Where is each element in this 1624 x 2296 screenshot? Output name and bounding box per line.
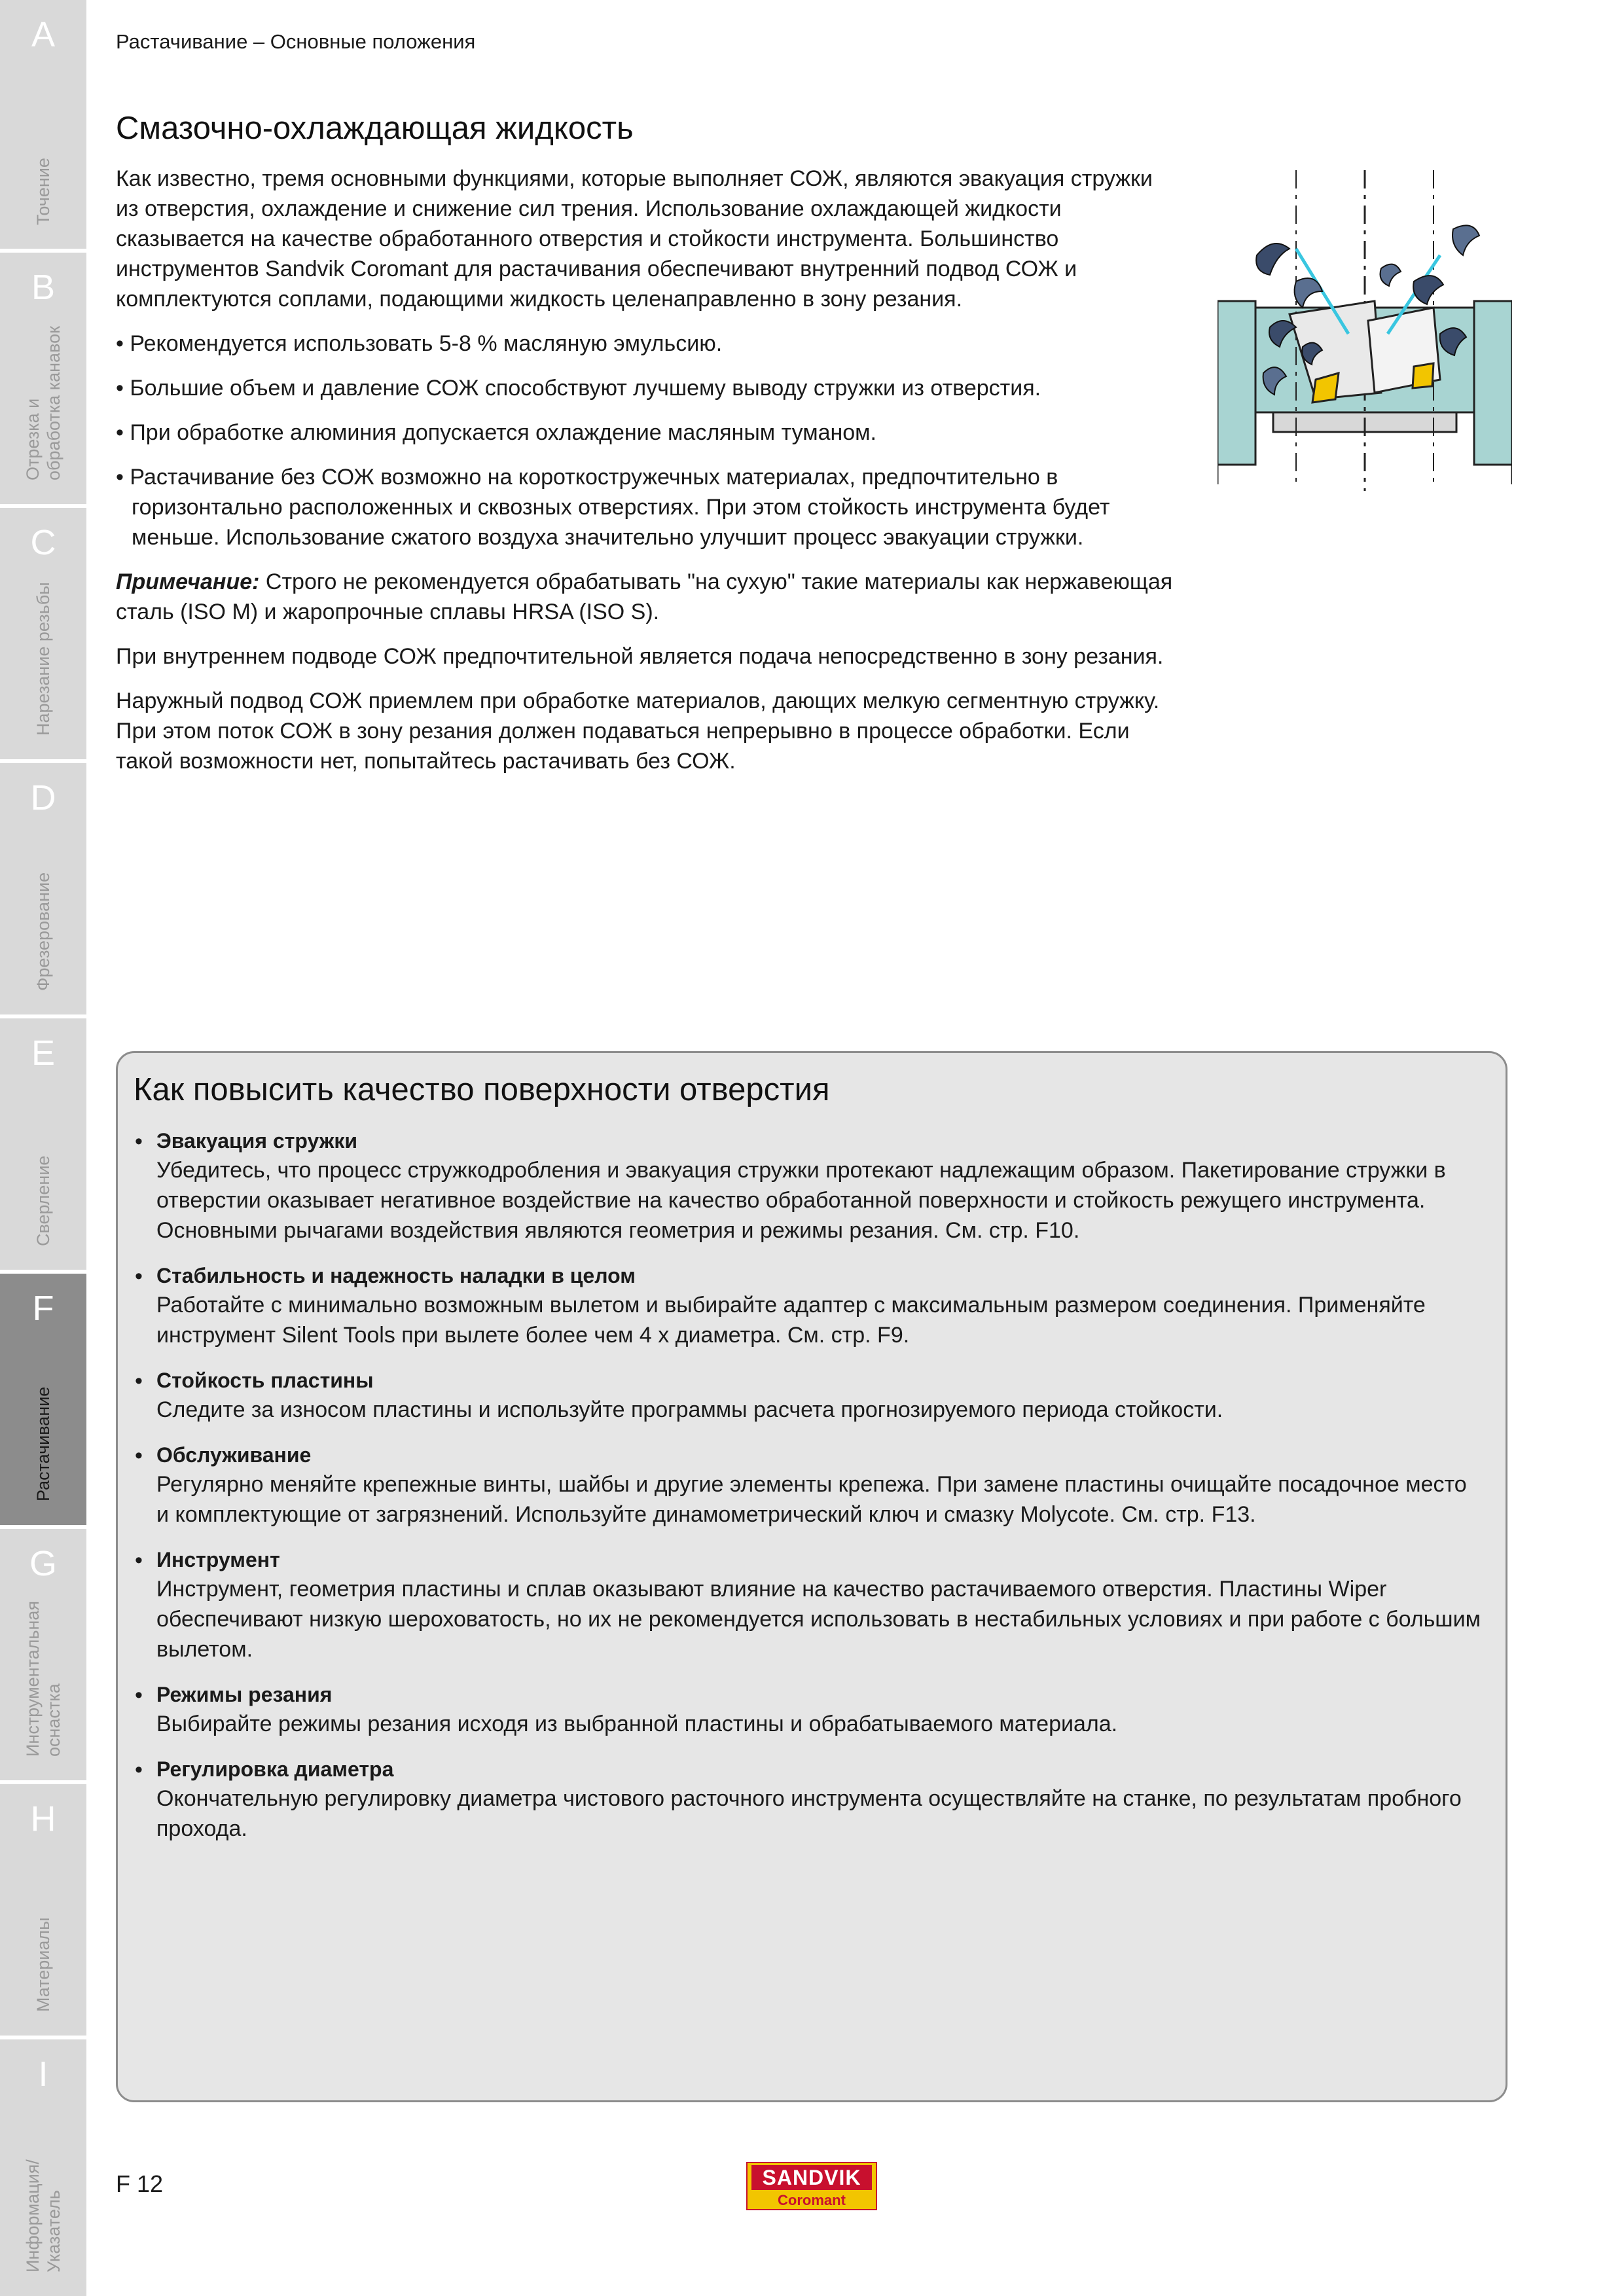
tab-letter: A xyxy=(31,15,56,54)
tip-heading: • Регулировка диаметра xyxy=(156,1757,394,1781)
tab-letter: C xyxy=(30,523,56,562)
tip-item xyxy=(134,1366,1482,1425)
tab-f-boring[interactable] xyxy=(0,1274,86,1529)
tip-item xyxy=(134,1441,1482,1530)
tip-text: Следите за износом пластины и используйте программы расчета прогнозируемого периода стойкости. xyxy=(156,1397,1223,1422)
page-number: F 12 xyxy=(116,2170,164,2197)
tip-heading: • Инструмент xyxy=(156,1548,280,1571)
logo-brand: SANDVIK xyxy=(751,2165,872,2190)
tab-label: Отрезка и обработка канавок xyxy=(23,326,63,480)
external-coolant-paragraph: Наружный подвод СОЖ приемлем при обработке материалов, дающих мелкую сегментную стружку. При этом поток СОЖ в зону резания должен подаваться непрерывно в процессе обработки. Если такой возможности нет, попытайтесь растачивать без СОЖ. xyxy=(116,689,1160,774)
tab-g-tool-holding[interactable] xyxy=(0,1529,86,1784)
tab-d-milling[interactable] xyxy=(0,763,86,1018)
tip-heading: • Обслуживание xyxy=(156,1443,312,1467)
tips-title: Как повысить качество поверхности отверстия xyxy=(134,1072,830,1107)
list-item: • Рекомендуется использовать 5-8 % масляную эмульсию. xyxy=(116,329,1176,359)
section-title: Смазочно-охлаждающая жидкость xyxy=(116,111,634,146)
boring-bar-coolant-icon xyxy=(1218,170,1512,491)
tip-text: Окончательную регулировку диаметра чистового расточного инструмента осуществляйте на станке, по результатам пробного прохода. xyxy=(156,1786,1462,1841)
tab-letter: B xyxy=(31,268,56,307)
tips-panel xyxy=(116,1051,1507,2102)
tab-letter: D xyxy=(30,778,56,817)
tip-heading: • Эвакуация стружки xyxy=(156,1129,358,1153)
list-item: • Растачивание без СОЖ возможно на короткостружечных материалах, предпочтительно в горизонтально расположенных и сквозных отверстиях. При этом стойкость инструмента будет меньше. Использование сжатого воздуха значительно улучшит процесс эвакуации стружки. xyxy=(116,462,1176,552)
tab-label: Сверление xyxy=(33,1155,53,1246)
tab-i-info-index[interactable] xyxy=(0,2039,86,2296)
section-tab-rail xyxy=(0,0,86,2296)
tip-text: Работайте с минимально возможным вылетом и выбирайте адаптер с максимальным размером соединения. Применяйте инструмент Silent Tools при вылете более чем 4 x диаметра. См. стр. F9. xyxy=(156,1293,1426,1348)
tab-letter: E xyxy=(31,1033,56,1073)
tip-text: Регулярно меняйте крепежные винты, шайбы и другие элементы крепежа. При замене пластины очищайте посадочное место и комплектующие от загрязнений. Используйте динамометрический ключ и смазку Molycote. См. стр. F13. xyxy=(156,1472,1467,1527)
tip-text: Убедитесь, что процесс стружкодробления и эвакуация стружки протекают надлежащим образом. Пакетирование стружки в отверстии оказывает негативное воздействие на качество обработанной поверхности и стойкость режущего инструмента. Основными рычагами воздействия являются геометрия и режимы резания. См. стр. F10. xyxy=(156,1158,1446,1243)
sandvik-coromant-logo xyxy=(746,2162,877,2210)
tip-text: Выбирайте режимы резания исходя из выбранной пластины и обрабатываемого материала. xyxy=(156,1712,1118,1736)
tip-heading: • Стабильность и надежность наладки в целом xyxy=(156,1264,636,1287)
tab-label: Растачивание xyxy=(33,1386,53,1501)
tab-letter: I xyxy=(38,2054,48,2094)
tab-label: Инструментальная оснастка xyxy=(23,1600,63,1757)
tip-heading: • Режимы резания xyxy=(156,1683,333,1706)
note-text: Строго не рекомендуется обрабатывать "на сухую" такие материалы как нержавеющая сталь (ISO M) и жаропрочные сплавы HRSA (ISO S). xyxy=(116,569,1173,624)
tab-label: Фрезерование xyxy=(33,872,53,991)
tab-e-drilling[interactable] xyxy=(0,1018,86,1274)
tip-item xyxy=(134,1755,1482,1844)
tab-letter: G xyxy=(29,1544,57,1583)
tab-label: Информация/ Указатель xyxy=(23,2159,63,2272)
section-body xyxy=(116,164,1176,791)
tip-item xyxy=(134,1680,1482,1739)
tab-h-materials[interactable] xyxy=(0,1784,86,2039)
internal-coolant-paragraph: При внутреннем подводе СОЖ предпочтительной является подача непосредственно в зону резания. xyxy=(116,644,1164,669)
list-item: • Большие объем и давление СОЖ способствуют лучшему выводу стружки из отверстия. xyxy=(116,373,1176,403)
tab-letter: H xyxy=(30,1799,56,1839)
tip-text: Инструмент, геометрия пластины и сплав оказывают влияние на качество растачиваемого отверстия. Пластины Wiper обеспечивают низкую шероховатость, но их не рекомендуется использовать в нестабильных условиях и при работе с большим вылетом. xyxy=(156,1577,1481,1662)
tab-letter: F xyxy=(32,1289,54,1328)
note-paragraph xyxy=(116,567,1176,627)
tab-c-threading[interactable] xyxy=(0,508,86,763)
intro-paragraph: Как известно, тремя основными функциями, которые выполняет СОЖ, являются эвакуация стружки из отверстия, охлаждение и снижение сил трения. Использование охлаждающей жидкости сказывается на качестве обработанного отверстия и стойкости инструмента. Большинство инструментов Sandvik Coromant для растачивания обеспечивают внутренний подвод СОЖ и комплектуются соплами, подающими жидкость целенаправленно в зону резания. xyxy=(116,166,1153,312)
tip-heading: • Стойкость пластины xyxy=(156,1369,374,1392)
tab-label: Материалы xyxy=(33,1917,53,2012)
tab-b-parting-grooving[interactable] xyxy=(0,253,86,508)
tab-label: Точение xyxy=(33,158,53,225)
tab-label: Нарезание резьбы xyxy=(33,582,53,736)
note-label: Примечание: xyxy=(116,569,260,594)
running-header: Растачивание – Основные положения xyxy=(116,30,476,53)
tab-a-turning[interactable] xyxy=(0,0,86,253)
logo-subbrand: Coromant xyxy=(778,2192,846,2208)
tip-item xyxy=(134,1126,1482,1246)
tips-list xyxy=(134,1126,1482,1859)
list-item: • При обработке алюминия допускается охлаждение масляным туманом. xyxy=(116,418,1176,448)
tip-item xyxy=(134,1261,1482,1350)
tip-item xyxy=(134,1545,1482,1664)
